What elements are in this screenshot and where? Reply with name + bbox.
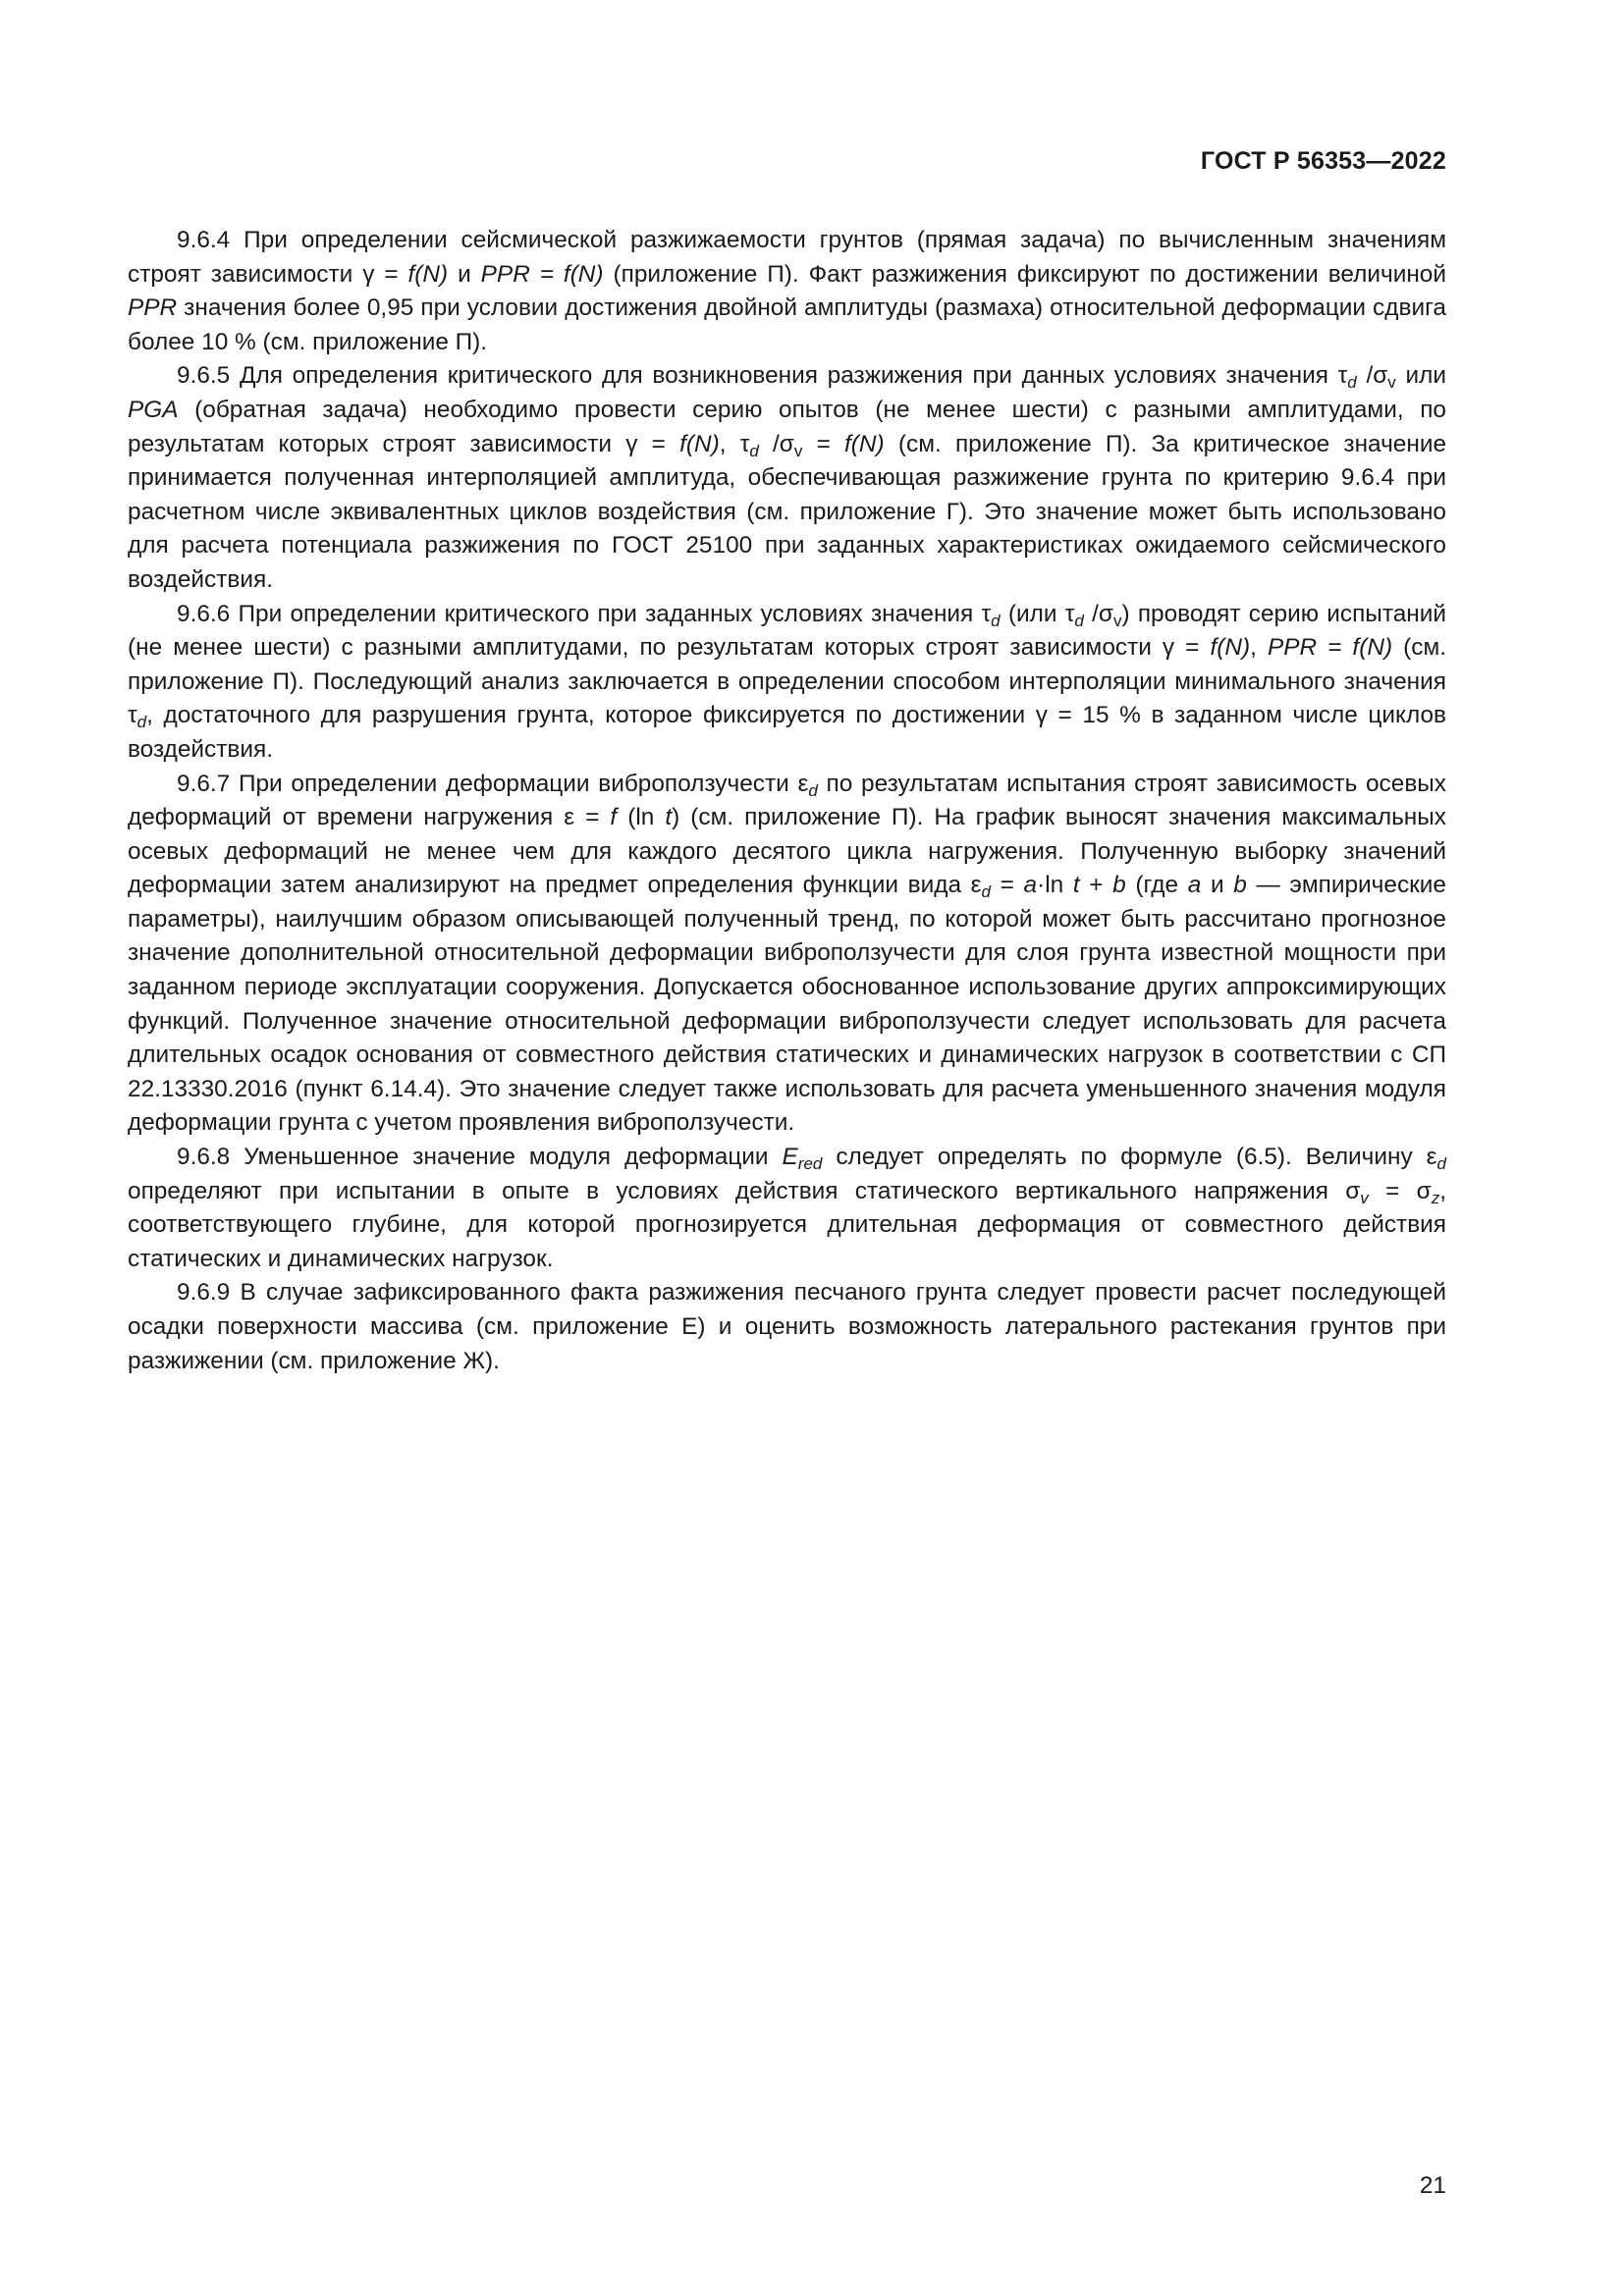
text-run: или xyxy=(1395,362,1446,390)
text-run: значения более 0,95 при условии достижения двойной амплитуды (размаха) относительной деформации сдвига более 10 % (см. приложение П). xyxy=(128,294,1446,355)
paragraph-9-6-7 xyxy=(128,768,1446,1142)
text-run: (приложение П). Факт разжижения фиксируют по достижении величиной xyxy=(603,260,1446,288)
paragraph-9-6-5 xyxy=(128,359,1446,597)
text-run: , соответствующего глубине, для которой прогнозируется длительная деформация от совместного действия статических и динамических нагрузок. xyxy=(128,1177,1446,1272)
subscript: d xyxy=(1074,611,1084,630)
italic-term: PPR = f(N) xyxy=(480,260,604,288)
text-run: + xyxy=(1079,872,1113,899)
page-number: 21 xyxy=(1419,2172,1446,2199)
clause-number: 9.6.9 xyxy=(177,1279,231,1307)
text-run: и xyxy=(1201,872,1234,899)
italic-term: a xyxy=(1187,872,1202,899)
paragraph-text xyxy=(128,227,1446,355)
italic-term: f(N) xyxy=(1210,634,1251,662)
text-run: (где xyxy=(1125,872,1188,899)
paragraph-9-6-9 xyxy=(128,1276,1446,1378)
italic-term: PPR xyxy=(128,294,178,322)
italic-term: PGA xyxy=(128,396,179,423)
text-run: (ln xyxy=(617,804,666,831)
italic-term: f xyxy=(610,804,618,831)
text-run: следует определять по формуле (6.5). Величину ε xyxy=(822,1144,1437,1171)
text-run: по результатам испытания строят зависимость осевых деформаций от времени нагружения ε = xyxy=(128,770,1446,831)
text-run: ·ln xyxy=(1037,872,1073,899)
italic-term: t xyxy=(1072,872,1080,899)
italic-term: a xyxy=(1023,872,1038,899)
subscript: v xyxy=(1360,1188,1369,1207)
text-run: , xyxy=(1250,634,1268,662)
italic-term: f(N) xyxy=(407,260,449,288)
paragraph-text xyxy=(128,362,1446,593)
text-run: и xyxy=(448,260,481,288)
text-run: = xyxy=(802,430,845,457)
paragraph-9-6-4 xyxy=(128,224,1446,359)
text-run: (обратная задача) необходимо провести серию опытов (не менее шести) с разными амплитудами, по результатам которых строят зависимости γ = xyxy=(128,396,1446,457)
clause-number: 9.6.7 xyxy=(177,770,231,797)
text-run: , достаточного для разрушения грунта, которое фиксируется по достижении γ = 15 % в заданном числе циклов воздействия. xyxy=(128,702,1446,763)
text-run: При определении сейсмической разжижаемости грунтов (прямая задача) по вычисленным значениям строят зависимости γ = xyxy=(128,227,1446,288)
text-run: ) (см. приложение П). На график выносят значения максимальных осевых деформаций не менее чем для каждого десятого цикла нагружения. Полученную выборку значений деформации затем анализируют на предмет определения функции вида ε xyxy=(128,804,1446,899)
subscript: d xyxy=(981,882,992,902)
text-run: Уменьшенное значение модуля деформации xyxy=(230,1144,783,1171)
italic-term: PPR = f(N) xyxy=(1267,634,1393,662)
italic-term: t xyxy=(665,804,673,831)
text-run: = σ xyxy=(1368,1177,1432,1204)
text-run: ) проводят серию испытаний (не менее шести) с разными амплитудами, по результатам которых строят зависимости γ = xyxy=(128,600,1446,662)
subscript: d xyxy=(749,441,759,460)
subscript: d xyxy=(991,611,1001,630)
text-run: = xyxy=(991,872,1024,899)
paragraph-9-6-8 xyxy=(128,1141,1446,1276)
paragraph-text xyxy=(128,601,1446,763)
text-run: (или τ xyxy=(1000,600,1075,627)
text-run: (см. приложение П). Последующий анализ заключается в определении способом интерполяции минимального значения τ xyxy=(128,634,1446,729)
text-run: /σ xyxy=(758,430,794,457)
document-body xyxy=(128,224,1446,1378)
italic-term: b xyxy=(1112,872,1126,899)
subscript: red xyxy=(797,1154,823,1174)
text-run: (см. приложение П). За критическое значение принимается полученная интерполяцией амплитуда, обеспечивающая разжижение грунта по критерию 9.6.4 при расчетном числе эквивалентных циклов воздействия (см. приложение Г). Это значение может быть использовано для расчета потенциала разжижения по ГОСТ 25100 при заданных характеристиках ожидаемого сейсмического воздействия. xyxy=(128,430,1447,593)
subscript: v xyxy=(793,441,803,460)
text-run: Для определения критического для возникновения разжижения при данных условиях значения τ xyxy=(230,362,1348,390)
subscript: v xyxy=(1112,611,1122,630)
text-run: определяют при испытании в опыте в условиях действия статического вертикального напряжения σ xyxy=(128,1177,1361,1204)
italic-term: f(N) xyxy=(844,430,885,457)
subscript: v xyxy=(1387,373,1396,393)
text-run: /σ xyxy=(1083,600,1113,627)
subscript: d xyxy=(808,780,818,800)
italic-term: E xyxy=(782,1144,798,1171)
italic-term: b xyxy=(1233,872,1247,899)
text-run: При определении деформации виброползучести ε xyxy=(230,770,809,797)
text-run: — эмпирические параметры), наилучшим образом описывающей полученный тренд, по которой может быть рассчитано прогнозное значение дополнительной относительной деформации виброползучести для слоя грунта известной мощности при заданном периоде эксплуатации сооружения. Допускается обоснованное использование других аппроксимирующих функций. Полученное значение относительной деформации виброползучести следует использовать для расчета длительных осадок основания от совместного действия статических и динамических нагрузок в соответствии с СП 22.13330.2016 (пункт 6.14.4). Это значение следует также использовать для расчета уменьшенного значения модуля деформации грунта с учетом проявления виброползучести. xyxy=(128,872,1447,1137)
text-run: В случае зафиксированного факта разжижения песчаного грунта следует провести расчет последующей осадки поверхности массива (см. приложение Е) и оценить возможность латерального растекания грунтов при разжижении (см. приложение Ж). xyxy=(128,1279,1446,1374)
subscript: d xyxy=(136,713,147,732)
subscript: d xyxy=(1436,1154,1446,1174)
paragraph-text xyxy=(128,771,1446,1137)
paragraph-text xyxy=(128,1144,1446,1272)
clause-number: 9.6.8 xyxy=(177,1144,231,1171)
text-run: При определении критического при заданных условиях значения τ xyxy=(230,600,992,627)
clause-number: 9.6.5 xyxy=(177,362,231,390)
text-run: /σ xyxy=(1356,362,1388,390)
document-code-header: ГОСТ Р 56353—2022 xyxy=(1200,147,1446,175)
subscript: d xyxy=(1347,373,1357,393)
clause-number: 9.6.6 xyxy=(177,600,231,627)
text-run: , τ xyxy=(719,430,750,457)
clause-number: 9.6.4 xyxy=(177,227,231,253)
subscript: z xyxy=(1431,1188,1440,1207)
paragraph-text xyxy=(128,1279,1446,1373)
paragraph-9-6-6 xyxy=(128,598,1446,768)
italic-term: f(N) xyxy=(679,430,720,457)
